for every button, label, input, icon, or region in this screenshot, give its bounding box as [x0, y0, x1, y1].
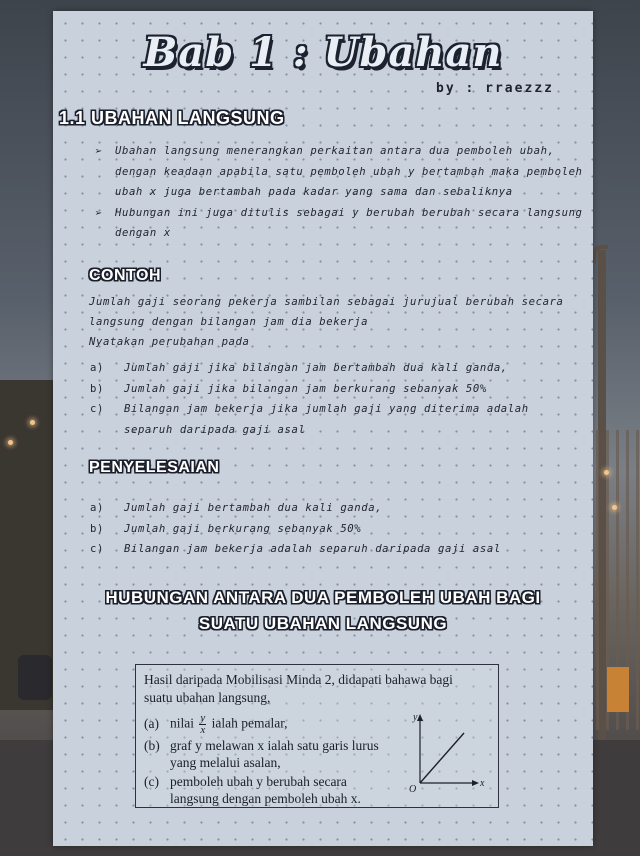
answer-label: c): [90, 543, 104, 555]
excerpt-intro: Hasil daripada Mobilisasi Minda 2, didapati bahawa bagi suatu ubahan langsung,: [144, 672, 453, 705]
background-lamp: [604, 470, 609, 475]
y-axis-arrow-icon: [417, 714, 423, 721]
question-row: [90, 358, 560, 379]
example-intro: [89, 292, 587, 352]
definition-bullets: [95, 141, 587, 244]
example-intro-line: Nyatakan perubahan pada: [89, 336, 250, 348]
background-orange-box: [607, 667, 629, 712]
answer-row: [90, 539, 560, 560]
question-text: Jumlah gaji jika bilangan jam berkurang sebanyak 50%: [124, 382, 487, 395]
y-axis-label: y: [413, 712, 418, 723]
item-a-suffix: ialah pemalar,: [211, 715, 288, 731]
fraction-denominator: x: [200, 724, 206, 736]
fraction-numerator: y: [200, 712, 206, 724]
example-heading: CONTOH: [89, 267, 162, 284]
x-axis-label: x: [480, 778, 485, 789]
bullet-item: [95, 141, 587, 203]
page-title: Bab 1 : Ubahan: [143, 29, 503, 76]
note-page: [53, 11, 593, 846]
arrow-bullet-icon: ➢: [95, 205, 103, 220]
excerpt-item-b: [144, 737, 379, 771]
question-label: a): [90, 362, 104, 374]
question-text: Bilangan jam bekerja jika jumlah gaji yang diterima adalah separuh daripada gaji asal: [124, 403, 529, 436]
background-streetlight-arm: [592, 245, 608, 263]
background-car: [18, 655, 52, 700]
solution-heading: PENYELESAIAN: [89, 459, 220, 476]
direct-variation-graph: [406, 711, 486, 793]
straight-line-through-origin: [420, 733, 464, 783]
item-c-line1: pemboleh ubah y berubah secara: [170, 774, 347, 789]
arrow-bullet-icon: ➢: [95, 144, 103, 158]
answer-text: Bilangan jam bekerja adalah separuh daripada gaji asal: [124, 543, 501, 555]
item-b-line1: graf y melawan x ialah satu garis lurus: [170, 738, 379, 753]
author-byline: by : rraezzz: [436, 81, 554, 96]
example-intro-line: langsung dengan bilangan jam dia bekerja: [89, 316, 369, 328]
item-label: (b): [144, 738, 160, 753]
textbook-excerpt-box: [135, 664, 499, 808]
example-intro-line: Jumlah gaji seorang pekerja sambilan sebagai jurujual berubah secara: [89, 296, 564, 308]
origin-label: O: [409, 784, 417, 793]
item-label: (a): [144, 715, 159, 731]
background-lamp: [612, 505, 617, 510]
question-text: Jumlah gaji jika bilangan jam bertambah dua kali ganda,: [124, 362, 508, 374]
answer-text: Jumlah gaji bertambah dua kali ganda,: [124, 502, 383, 514]
excerpt-item-c: [144, 773, 361, 807]
x-axis-arrow-icon: [472, 780, 479, 786]
bullet-text: Ubahan langsung menerangkan perkaitan antara dua pemboleh ubah, dengan keadaan apabila satu pemboleh ubah y bertambah maka pemboleh ubah x juga bertambah pada kadar yang sama dan sebaliknya: [115, 145, 583, 198]
solution-answers: [90, 498, 560, 560]
relation-heading: HUBUNGAN ANTARA DUA PEMBOLEH UBAH BAGI SUATU UBAHAN LANGSUNG: [105, 588, 541, 633]
answer-row: [90, 498, 560, 519]
item-a-prefix: nilai: [170, 715, 194, 731]
background-lamp: [8, 440, 13, 445]
section-heading: 1.1 UBAHAN LANGSUNG: [59, 108, 285, 128]
answer-label: b): [90, 522, 104, 535]
answer-label: a): [90, 502, 104, 514]
bullet-text: Hubungan ini juga ditulis sebagai y berubah berubah secara langsung dengan x: [115, 206, 583, 239]
question-row: [90, 379, 560, 400]
bullet-item: [95, 203, 587, 244]
item-b-line2: yang melalui asalan,: [170, 755, 281, 770]
question-label: c): [90, 403, 104, 415]
question-label: b): [90, 382, 104, 395]
background-lamp: [30, 420, 35, 425]
question-row: [90, 399, 560, 440]
item-c-line2: langsung dengan pemboleh ubah x.: [170, 791, 361, 806]
example-questions: [90, 358, 560, 440]
excerpt-item-a: [144, 713, 288, 736]
fraction-y-over-x: [199, 713, 206, 736]
answer-text: Jumlah gaji berkurang sebanyak 50%: [124, 522, 362, 535]
item-label: (c): [144, 774, 159, 789]
answer-row: [90, 519, 560, 540]
